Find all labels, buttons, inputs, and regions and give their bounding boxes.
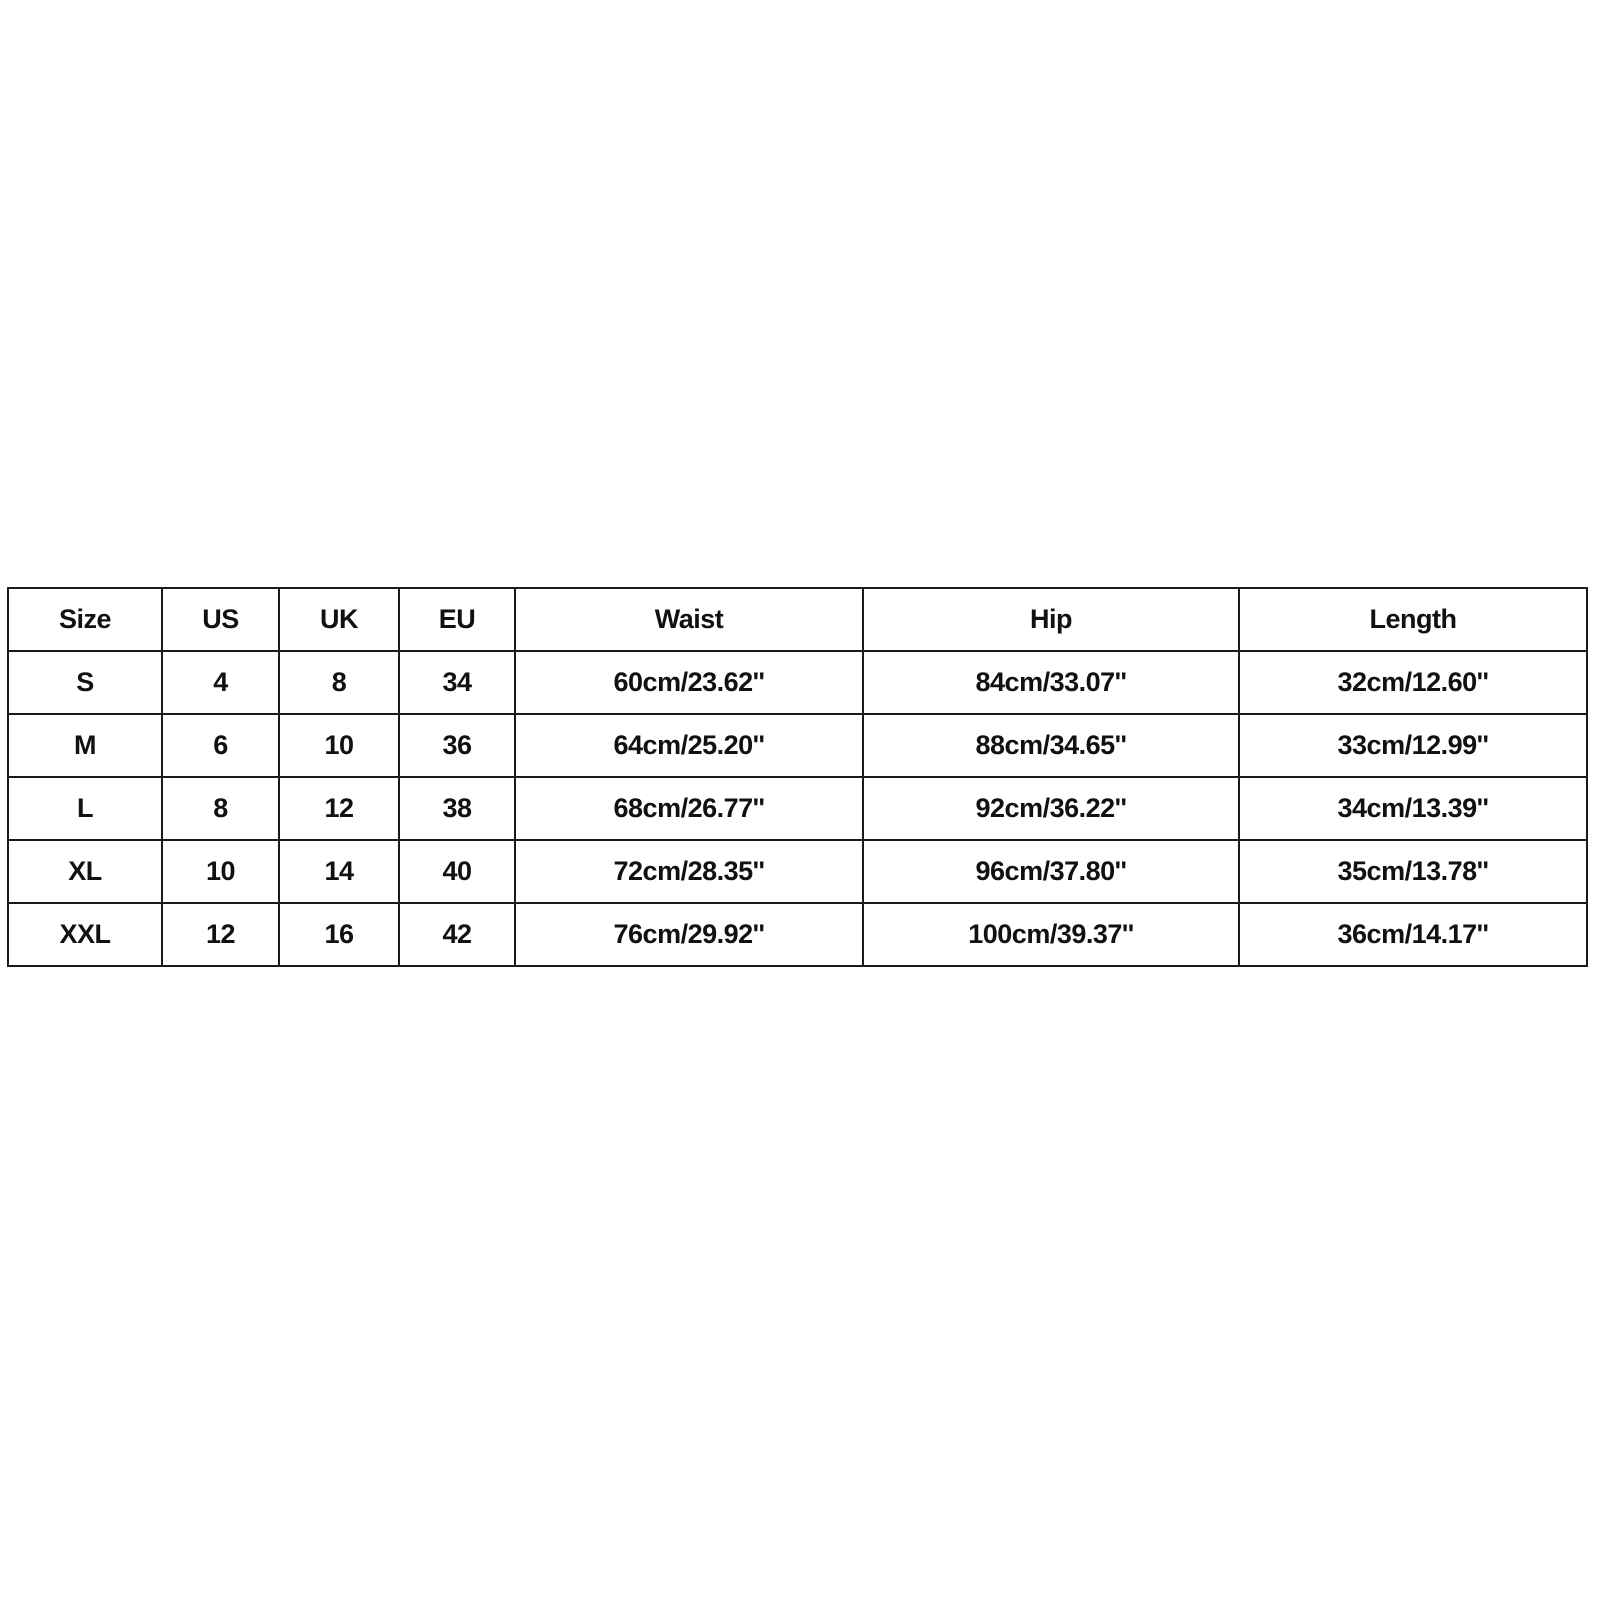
- cell-uk: 10: [279, 714, 399, 777]
- cell-eu: 38: [399, 777, 515, 840]
- cell-size: L: [8, 777, 162, 840]
- column-header-length: Length: [1239, 588, 1587, 651]
- column-header-uk: UK: [279, 588, 399, 651]
- cell-us: 10: [162, 840, 279, 903]
- cell-eu: 42: [399, 903, 515, 966]
- cell-waist: 76cm/29.92'': [515, 903, 863, 966]
- cell-hip: 92cm/36.22'': [863, 777, 1239, 840]
- table-row: [8, 777, 1587, 840]
- column-header-eu: EU: [399, 588, 515, 651]
- column-header-size: Size: [8, 588, 162, 651]
- table-row: [8, 903, 1587, 966]
- table-row: [8, 651, 1587, 714]
- cell-length: 33cm/12.99'': [1239, 714, 1587, 777]
- cell-uk: 16: [279, 903, 399, 966]
- header-row: [8, 588, 1587, 651]
- cell-size: XL: [8, 840, 162, 903]
- cell-uk: 14: [279, 840, 399, 903]
- cell-length: 35cm/13.78'': [1239, 840, 1587, 903]
- cell-length: 32cm/12.60'': [1239, 651, 1587, 714]
- cell-length: 34cm/13.39'': [1239, 777, 1587, 840]
- cell-eu: 34: [399, 651, 515, 714]
- cell-uk: 12: [279, 777, 399, 840]
- cell-us: 4: [162, 651, 279, 714]
- cell-eu: 36: [399, 714, 515, 777]
- table-row: [8, 840, 1587, 903]
- cell-size: S: [8, 651, 162, 714]
- cell-waist: 68cm/26.77'': [515, 777, 863, 840]
- cell-hip: 96cm/37.80'': [863, 840, 1239, 903]
- table-row: [8, 714, 1587, 777]
- cell-us: 12: [162, 903, 279, 966]
- cell-us: 6: [162, 714, 279, 777]
- cell-hip: 84cm/33.07'': [863, 651, 1239, 714]
- cell-us: 8: [162, 777, 279, 840]
- column-header-hip: Hip: [863, 588, 1239, 651]
- cell-size: M: [8, 714, 162, 777]
- cell-eu: 40: [399, 840, 515, 903]
- cell-waist: 64cm/25.20'': [515, 714, 863, 777]
- size-chart-table: [7, 587, 1588, 967]
- column-header-us: US: [162, 588, 279, 651]
- cell-waist: 72cm/28.35'': [515, 840, 863, 903]
- column-header-waist: Waist: [515, 588, 863, 651]
- cell-size: XXL: [8, 903, 162, 966]
- cell-hip: 88cm/34.65'': [863, 714, 1239, 777]
- cell-length: 36cm/14.17'': [1239, 903, 1587, 966]
- cell-waist: 60cm/23.62'': [515, 651, 863, 714]
- cell-hip: 100cm/39.37'': [863, 903, 1239, 966]
- cell-uk: 8: [279, 651, 399, 714]
